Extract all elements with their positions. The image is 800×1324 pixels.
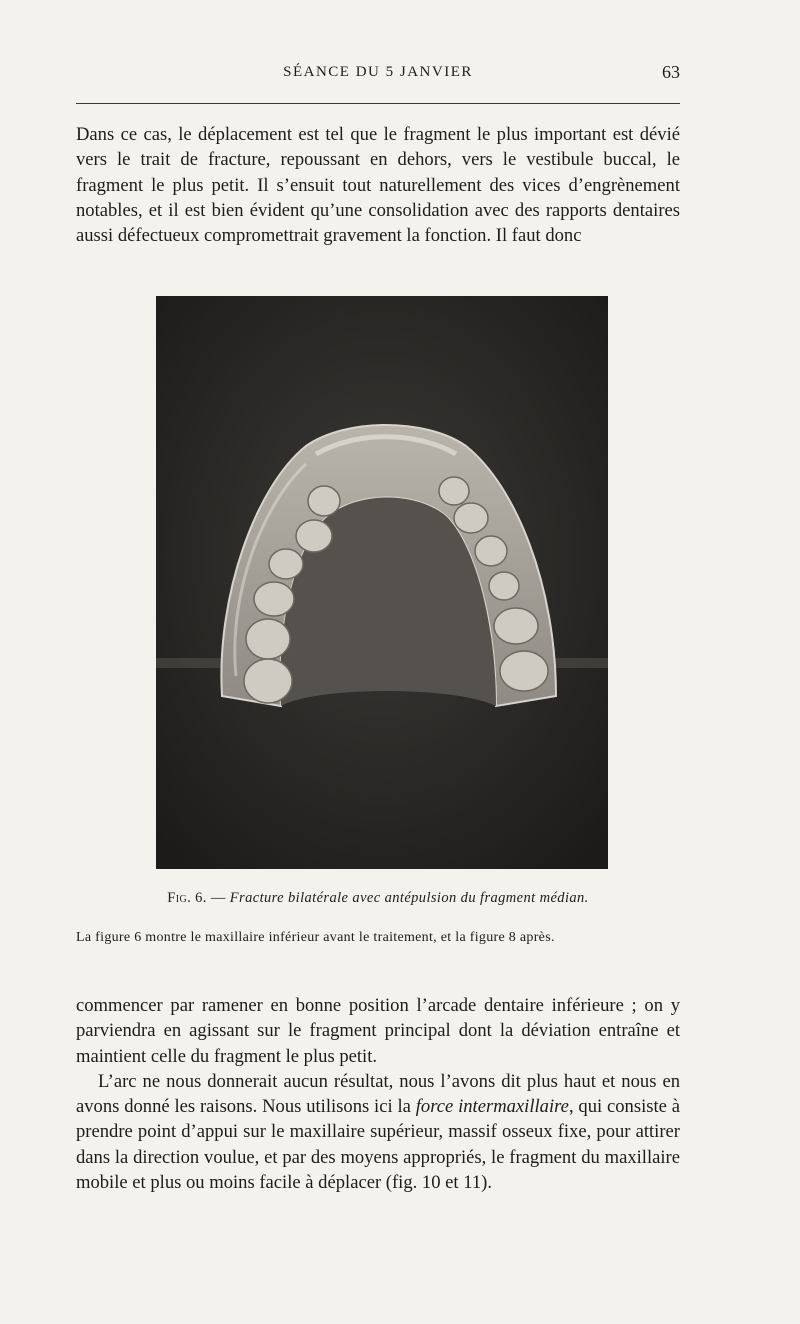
paragraph-text: Dans ce cas, le déplacement est tel que le fragment le plus important est dévié vers le trait de fracture, repoussant en dehors, vers le vestibule buccal, le fragment le plus petit. Il s’ensuit tout naturellement des vices d’engrènement notables, et il est bien évident qu’une consolidation avec des rapports dentaires aussi défectueux compromettrait gravement la fonction. Il faut donc bbox=[76, 124, 680, 247]
running-title: SÉANCE DU 5 JANVIER bbox=[283, 64, 473, 80]
running-head bbox=[76, 64, 680, 88]
paragraph-2-before: L’arc ne nous donnerait aucun résultat, nous l’avons dit plus haut et nous en avons donné les raisons. Nous utilisons ici la bbox=[76, 1070, 680, 1118]
figure-note bbox=[76, 926, 680, 949]
dental-cast-illustration bbox=[156, 296, 608, 869]
header-rule bbox=[76, 103, 680, 104]
figure-caption bbox=[76, 890, 680, 907]
paragraph-2-italic: force intermaxillaire bbox=[415, 1096, 569, 1118]
figure-photo bbox=[156, 296, 608, 869]
figure-label: Fig. 6. bbox=[167, 890, 207, 906]
caption-dash: — bbox=[206, 890, 230, 906]
paragraph-bottom bbox=[76, 993, 680, 1195]
caption-text: Fracture bilatérale avec antépulsion du fragment médian. bbox=[229, 890, 589, 906]
paragraph-top bbox=[76, 122, 680, 248]
paragraph-text-1: commencer par ramener en bonne position l’arcade dentaire inférieure ; on y parviendra en agissant sur le fragment principal dont la déviation entraîne et maintient celle du fragment le plus petit. bbox=[76, 995, 680, 1067]
paragraph-2-after: , qui consiste à prendre point d’appui sur le maxillaire supérieur, massif osseux fixe, pour attirer dans la direction voulue, et par des moyens appropriés, le fragment du maxillaire mobile et plus ou moins facile à déplacer (fig. 10 et 11). bbox=[76, 1096, 680, 1194]
paragraph-text-2 bbox=[76, 1069, 680, 1195]
note-text: La figure 6 montre le maxillaire inférieur avant le traitement, et la figure 8 après. bbox=[76, 930, 555, 945]
page-number: 63 bbox=[662, 62, 680, 82]
